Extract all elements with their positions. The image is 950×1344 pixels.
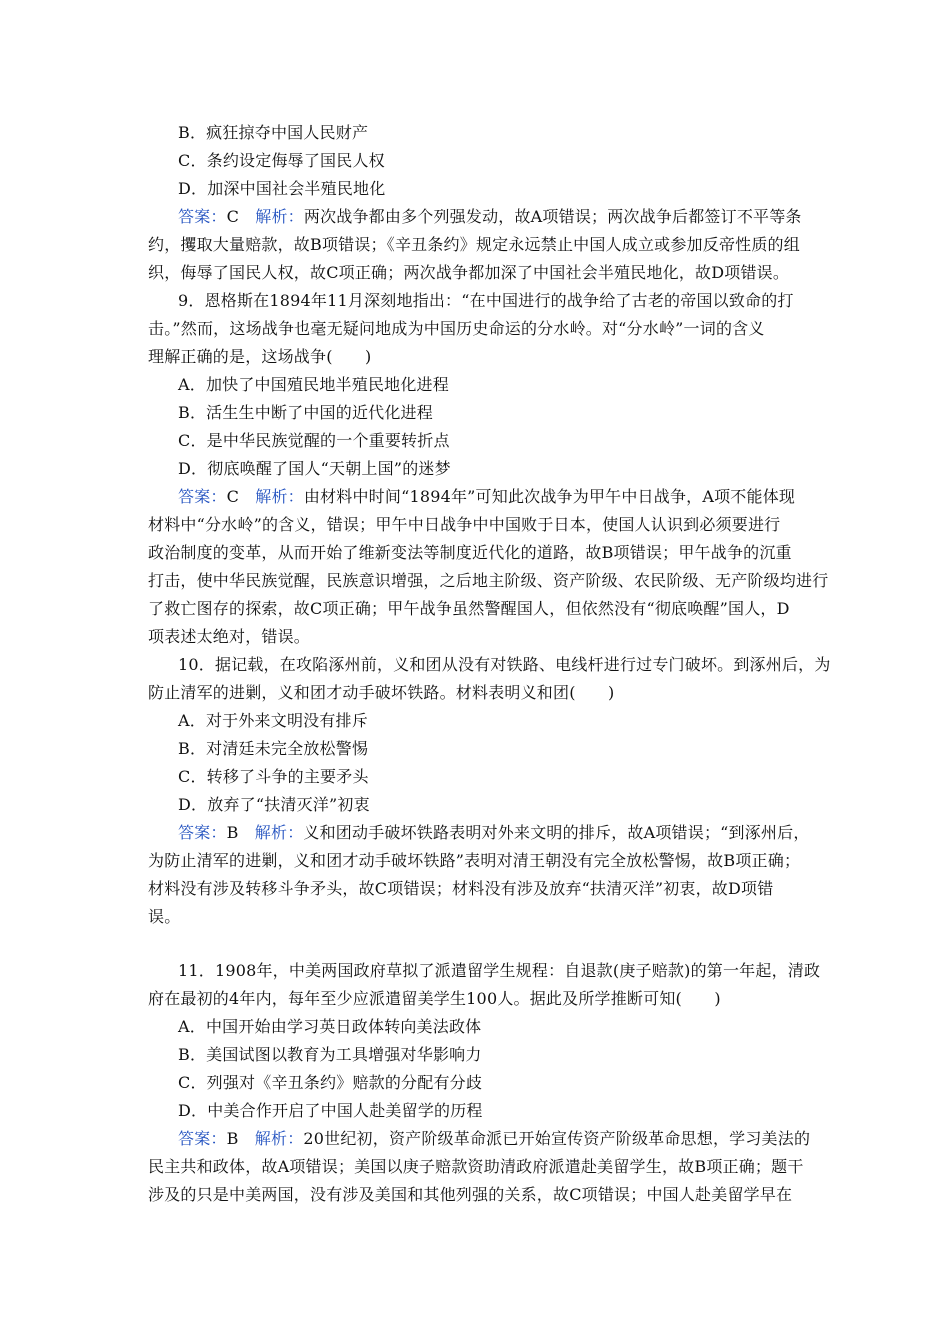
q9-stem: 理解正确的是，这场战争( ) — [148, 347, 372, 366]
analysis-text: 20世纪初，资产阶级革命派已开始宣传资产阶级革命思想，学习美法的 — [303, 1129, 811, 1148]
q10-analysis-line: 为防止清军的进剿，义和团才动手破坏铁路”表明对清王朝没有完全放松警惕，故B项正确； — [148, 851, 801, 870]
answer-value: B — [226, 823, 239, 842]
q10-answer-line: 答案：B 解析：义和团动手破坏铁路表明对外来文明的排斥，故A项错误；“到涿州后， — [178, 823, 810, 842]
q10-option-a: A．对于外来文明没有排斥 — [178, 711, 368, 730]
q8-analysis-line: 约，攫取大量赔款，故B项错误；《辛丑条约》规定永远禁止中国人成立或参加反帝性质的组 — [148, 235, 800, 254]
q9-analysis-line: 打击，使中华民族觉醒，民族意识增强，之后地主阶级、资产阶级、农民阶级、无产阶级均进行 — [148, 571, 829, 590]
q9-analysis-line: 了救亡图存的探索，故C项正确；甲午战争虽然警醒国人，但依然没有“彻底唤醒”国人，D — [148, 599, 790, 618]
q11-analysis-line: 涉及的只是中美两国，没有涉及美国和其他列强的关系，故C项错误；中国人赴美留学早在 — [148, 1185, 793, 1204]
q10-analysis-line: 误。 — [148, 907, 181, 926]
analysis-text: 两次战争都由多个列强发动，故A项错误；两次战争后都签订不平等条 — [303, 207, 802, 226]
q9-analysis-line: 材料中“分水岭”的含义，错误；甲午中日战争中中国败于日本，使国人认识到必须要进行 — [148, 515, 781, 534]
analysis-label: 解析 — [255, 487, 288, 506]
q8-option-b: B．疯狂掠夺中国人民财产 — [178, 123, 369, 142]
q8-option-d: D．加深中国社会半殖民地化 — [178, 179, 386, 198]
analysis-text: 由材料中时间“1894年”可知此次战争为甲午中日战争，A项不能体现 — [303, 487, 796, 506]
q9-option-c: C．是中华民族觉醒的一个重要转折点 — [178, 431, 450, 450]
q11-stem: 府在最初的4年内，每年至少应派遣留美学生100人。据此及所学推断可知( ) — [148, 989, 721, 1008]
q9-stem: 9．恩格斯在1894年11月深刻地指出：“在中国进行的战争给了古老的帝国以致命的打 — [178, 291, 794, 310]
q11-option-a: A．中国开始由学习英日政体转向美法政体 — [178, 1017, 482, 1036]
answer-label: 答案 — [178, 1129, 211, 1148]
q10-stem: 防止清军的进剿，义和团才动手破坏铁路。材料表明义和团( ) — [148, 683, 615, 702]
q10-option-b: B．对清廷未完全放松警惕 — [178, 739, 369, 758]
q9-option-a: A．加快了中国殖民地半殖民地化进程 — [178, 375, 449, 394]
answer-label: 答案 — [178, 823, 211, 842]
analysis-text: 义和团动手破坏铁路表明对外来文明的排斥，故A项错误；“到涿州后， — [303, 823, 810, 842]
q9-analysis-line: 项表述太绝对，错误。 — [148, 627, 311, 646]
analysis-label: 解析 — [254, 1129, 288, 1148]
q9-analysis-line: 政治制度的变革，从而开始了维新变法等制度近代化的道路，故B项错误；甲午战争的沉重 — [148, 543, 792, 562]
analysis-label: 解析 — [255, 207, 288, 226]
q9-stem: 击。”然而，这场战争也毫无疑问地成为中国历史命运的分水岭。对“分水岭”一词的含义 — [148, 319, 765, 338]
q10-stem: 10．据记载，在攻陷涿州前，义和团从没有对铁路、电线杆进行过专门破坏。到涿州后，为 — [178, 655, 831, 674]
q11-stem: 11．1908年，中美两国政府草拟了派遣留学生规程：自退款(庚子赔款)的第一年起，清政 — [178, 961, 821, 980]
q11-option-d: D．中美合作开启了中国人赴美留学的历程 — [178, 1101, 483, 1120]
q11-analysis-line: 民主共和政体，故A项错误；美国以庚子赔款资助清政府派遣赴美留学生，故B项正确；题干 — [148, 1157, 804, 1176]
q10-analysis-line: 材料没有涉及转移斗争矛头，故C项错误；材料没有涉及放弃“扶清灭洋”初衷，故D项错 — [148, 879, 774, 898]
answer-value: B — [226, 1129, 239, 1148]
q9-option-b: B．活生生中断了中国的近代化进程 — [178, 403, 433, 422]
answer-label: 答案 — [178, 207, 211, 226]
q8-answer-line: 答案：C 解析：两次战争都由多个列强发动，故A项错误；两次战争后都签订不平等条 — [178, 207, 802, 226]
q11-option-c: C．列强对《辛丑条约》赔款的分配有分歧 — [178, 1073, 483, 1092]
q10-option-d: D．放弃了“扶清灭洋”初衷 — [178, 795, 370, 814]
q9-answer-line: 答案：C 解析：由材料中时间“1894年”可知此次战争为甲午中日战争，A项不能体现 — [178, 487, 796, 506]
answer-value: C — [226, 207, 240, 226]
answer-value: C — [226, 487, 240, 506]
answer-label: 答案 — [178, 487, 211, 506]
q8-analysis-line: 织，侮辱了国民人权，故C项正确；两次战争都加深了中国社会半殖民地化，故D项错误。 — [148, 263, 790, 282]
q9-option-d: D．彻底唤醒了国人“天朝上国”的迷梦 — [178, 459, 451, 478]
q11-option-b: B．美国试图以教育为工具增强对华影响力 — [178, 1045, 482, 1064]
q11-answer-line: 答案：B 解析：20世纪初，资产阶级革命派已开始宣传资产阶级革命思想，学习美法的 — [178, 1129, 811, 1148]
analysis-label: 解析 — [254, 823, 288, 842]
q10-option-c: C．转移了斗争的主要矛头 — [178, 767, 369, 786]
q8-option-c: C．条约设定侮辱了国民人权 — [178, 151, 385, 170]
